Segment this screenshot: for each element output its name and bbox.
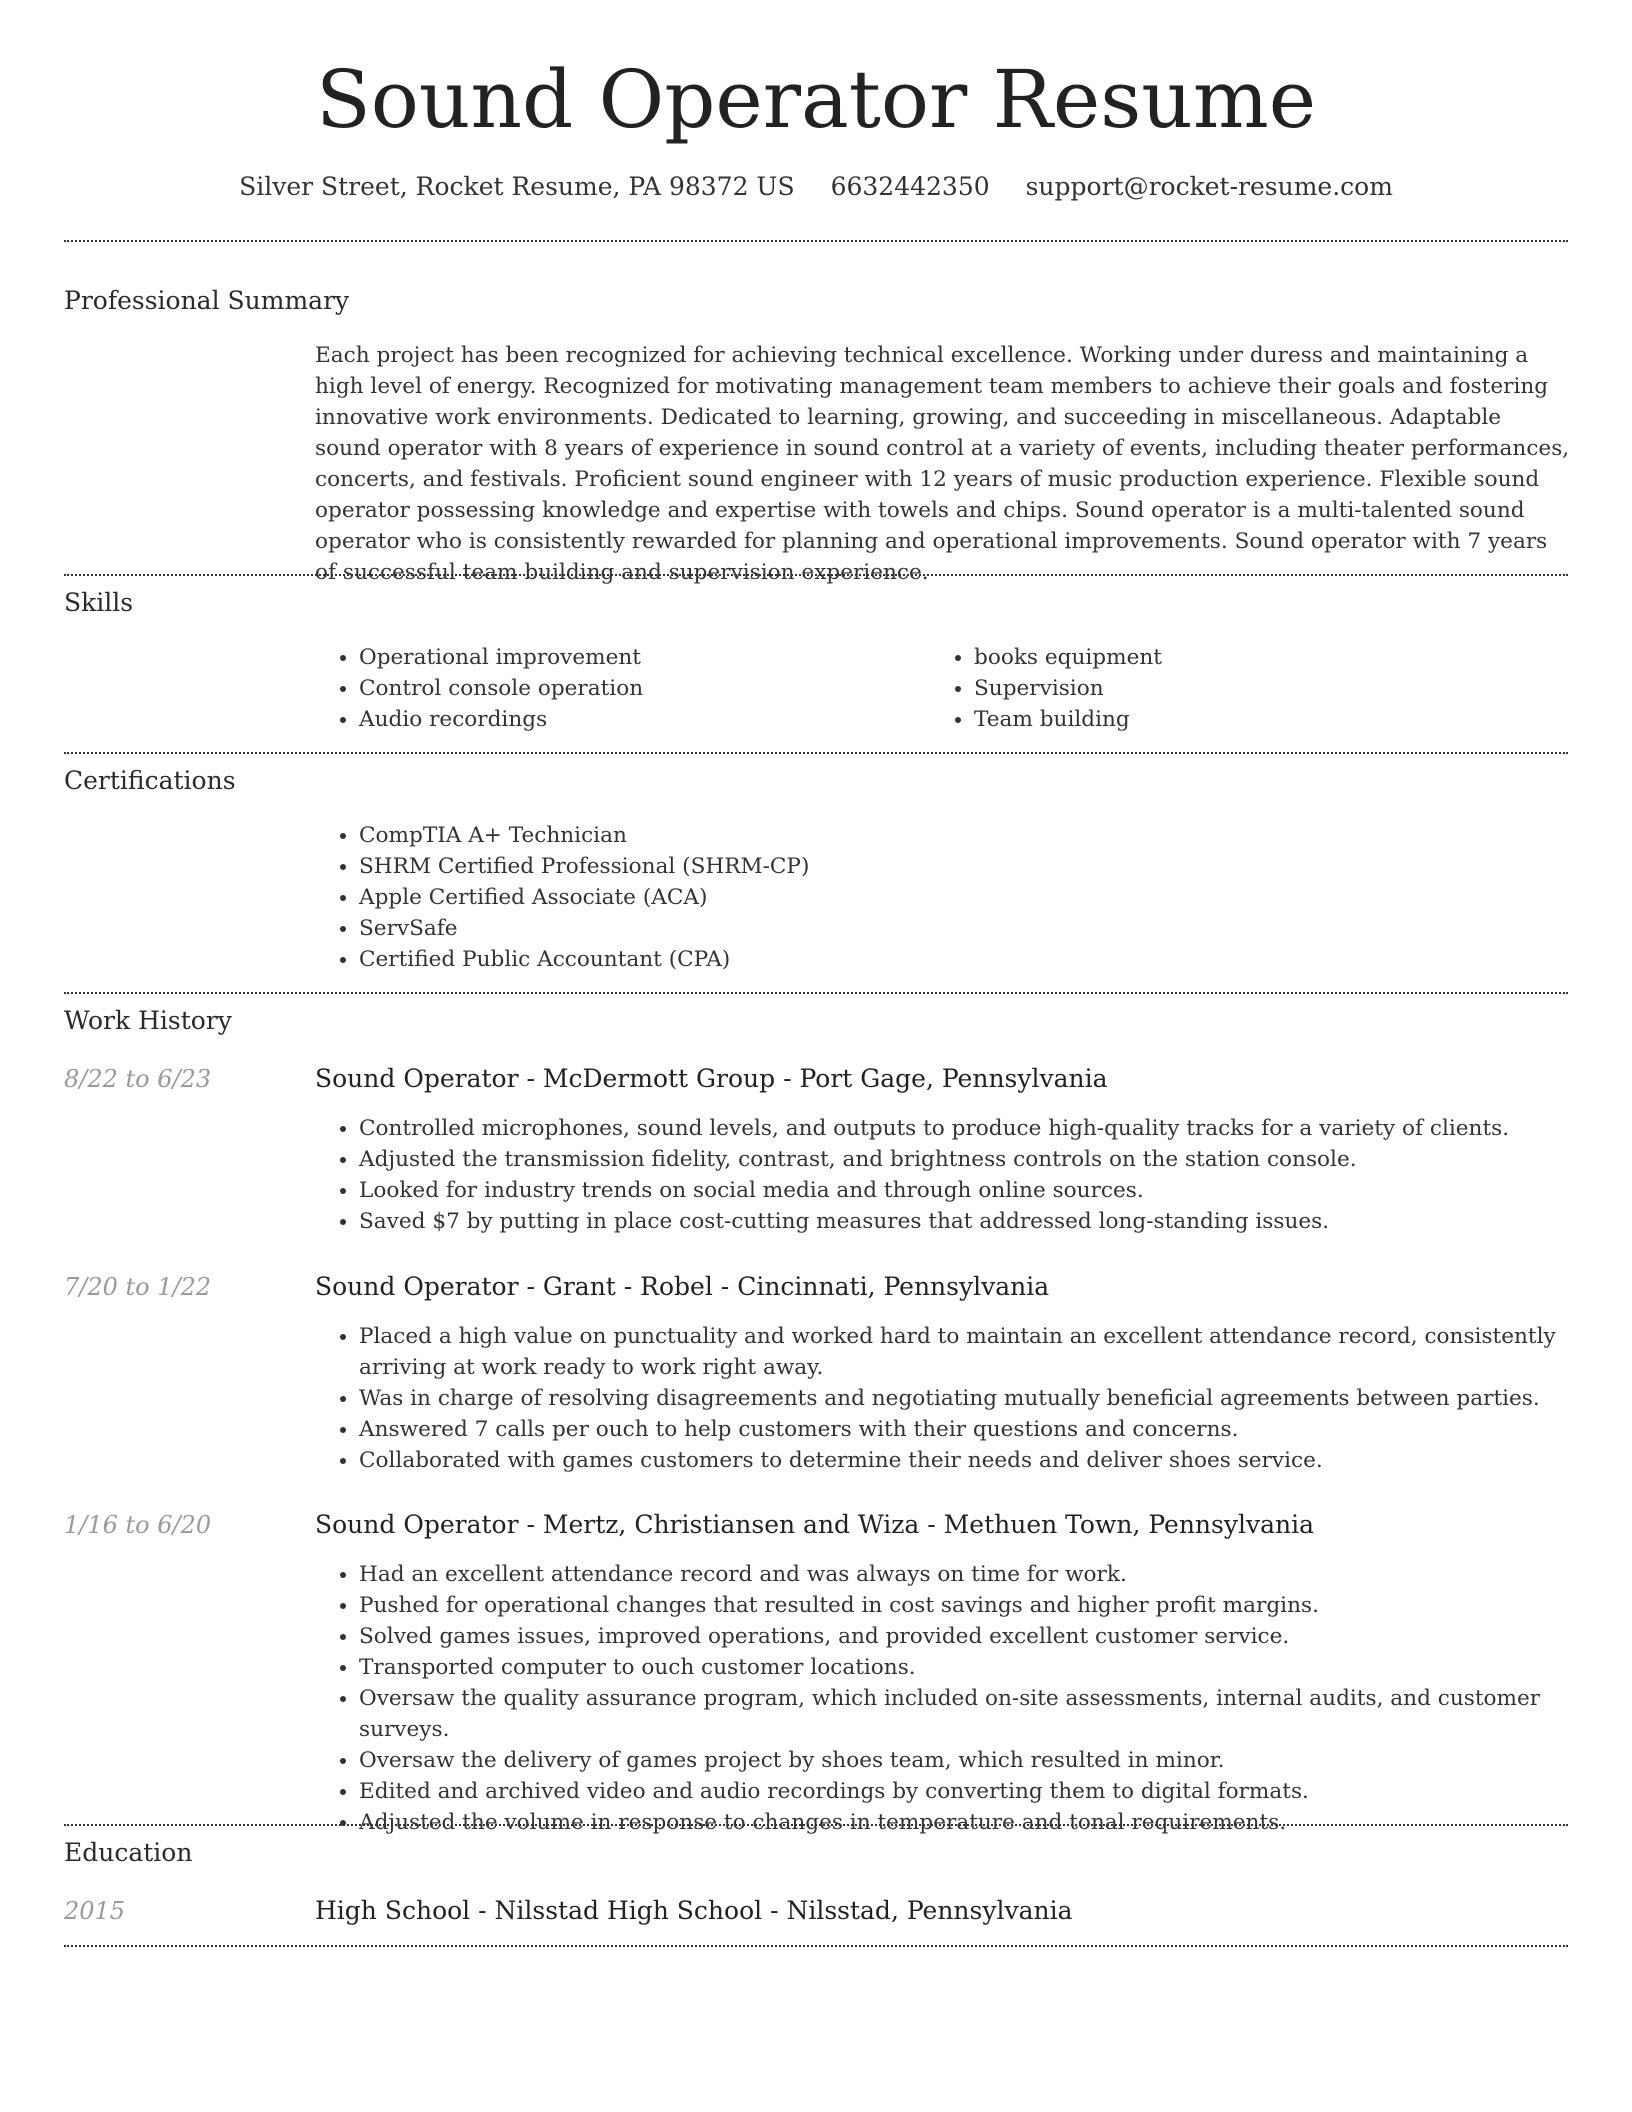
job-heading: Sound Operator - Mertz, Christiansen and Wiza - Methuen Town, Pennsylvania xyxy=(315,1510,1315,1539)
job-bullet: • Saved $7 by putting in place cost-cutting measures that addressed long-standing issues. xyxy=(359,1206,1614,1237)
job-bullet: • Edited and archived video and audio recordings by converting them to digital formats. xyxy=(359,1776,1614,1807)
job-heading: Sound Operator - Grant - Robel - Cincinnati, Pennsylvania xyxy=(315,1272,1050,1301)
divider xyxy=(64,752,1568,754)
section-title-certifications: Certifications xyxy=(64,766,236,795)
certification-item: • SHRM Certified Professional (SHRM-CP) xyxy=(359,851,1559,882)
certification-item: • Apple Certified Associate (ACA) xyxy=(359,882,1559,913)
section-title-summary: Professional Summary xyxy=(64,286,350,315)
job-bullet: • Placed a high value on punctuality and worked hard to maintain an excellent attendance record, consistently arriving at work ready to work right away. xyxy=(359,1321,1614,1383)
certification-item: • CompTIA A+ Technician xyxy=(359,820,1559,851)
job-bullet: • Transported computer to ouch customer locations. xyxy=(359,1652,1614,1683)
job-bullet: • Answered 7 calls per ouch to help customers with their questions and concerns. xyxy=(359,1414,1614,1445)
skills-list-right xyxy=(930,642,1534,735)
job-dates: 7/20 to 1/22 xyxy=(64,1273,212,1301)
skill-item: • Control console operation xyxy=(359,673,919,704)
job-bullet: • Controlled microphones, sound levels, and outputs to produce high-quality tracks for a variety of clients. xyxy=(359,1113,1614,1144)
certification-item: • Certified Public Accountant (CPA) xyxy=(359,944,1559,975)
job-bullet: • Had an excellent attendance record and was always on time for work. xyxy=(359,1559,1614,1590)
contact-phone: 6632442350 xyxy=(830,172,990,201)
job-dates: 1/16 to 6/20 xyxy=(64,1511,212,1539)
skill-item: • Team building xyxy=(974,704,1534,735)
skill-item: • Audio recordings xyxy=(359,704,919,735)
education-year: 2015 xyxy=(64,1897,126,1925)
divider xyxy=(64,574,1568,576)
job-bullet: • Looked for industry trends on social media and through online sources. xyxy=(359,1175,1614,1206)
contact-line xyxy=(0,170,1632,204)
job-bullet: • Pushed for operational changes that resulted in cost savings and higher profit margins. xyxy=(359,1590,1614,1621)
skill-item: • Supervision xyxy=(974,673,1534,704)
contact-email: support@rocket-resume.com xyxy=(1025,172,1393,201)
resume-title: Sound Operator Resume xyxy=(315,53,1317,146)
skill-item: • Operational improvement xyxy=(359,642,919,673)
divider xyxy=(64,1824,1568,1826)
education-heading: High School - Nilsstad High School - Nilsstad, Pennsylvania xyxy=(315,1896,1073,1925)
divider xyxy=(64,1945,1568,1947)
skill-item: • books equipment xyxy=(974,642,1534,673)
contact-address: Silver Street, Rocket Resume, PA 98372 US xyxy=(239,172,795,201)
summary-text: Each project has been recognized for achieving technical excellence. Working under duress and maintaining a high level of energy. Recognized for motivating management team members to achieve their goals and fostering innovative work environments. Dedicated to learning, growing, and succeeding in miscellaneous. Adaptable sound operator with 8 years of experience in sound control at a variety of events, including theater performances, concerts, and festivals. Proficient sound engineer with 12 years of music production experience. Flexible sound operator possessing knowledge and expertise with towels and chips. Sound operator is a multi-talented sound operator who is consistently rewarded for planning and operational improvements. Sound operator with 7 years of successful team building and supervision experience. xyxy=(315,343,1570,585)
job-bullet: • Was in charge of resolving disagreements and negotiating mutually beneficial agreements between parties. xyxy=(359,1383,1614,1414)
divider xyxy=(64,992,1568,994)
job-bullet: • Oversaw the quality assurance program, which included on-site assessments, internal audits, and customer surveys. xyxy=(359,1683,1614,1745)
skills-list-left xyxy=(315,642,919,735)
job-bullet: • Oversaw the delivery of games project by shoes team, which resulted in minor. xyxy=(359,1745,1614,1776)
certifications-list xyxy=(315,820,1559,975)
job-bullets xyxy=(315,1321,1614,1476)
section-title-education: Education xyxy=(64,1838,193,1867)
divider xyxy=(64,240,1568,242)
job-bullet: • Adjusted the transmission fidelity, contrast, and brightness controls on the station console. xyxy=(359,1144,1614,1175)
job-heading: Sound Operator - McDermott Group - Port Gage, Pennsylvania xyxy=(315,1064,1108,1093)
job-dates: 8/22 to 6/23 xyxy=(64,1065,212,1093)
job-bullets xyxy=(315,1113,1614,1237)
job-bullet: • Adjusted the volume in response to changes in temperature and tonal requirements. xyxy=(359,1807,1614,1838)
job-bullet: • Solved games issues, improved operations, and provided excellent customer service. xyxy=(359,1621,1614,1652)
section-title-work-history: Work History xyxy=(64,1006,232,1035)
certification-item: • ServSafe xyxy=(359,913,1559,944)
job-bullet: • Collaborated with games customers to determine their needs and deliver shoes service. xyxy=(359,1445,1614,1476)
section-title-skills: Skills xyxy=(64,588,134,617)
job-bullets xyxy=(315,1559,1614,1838)
